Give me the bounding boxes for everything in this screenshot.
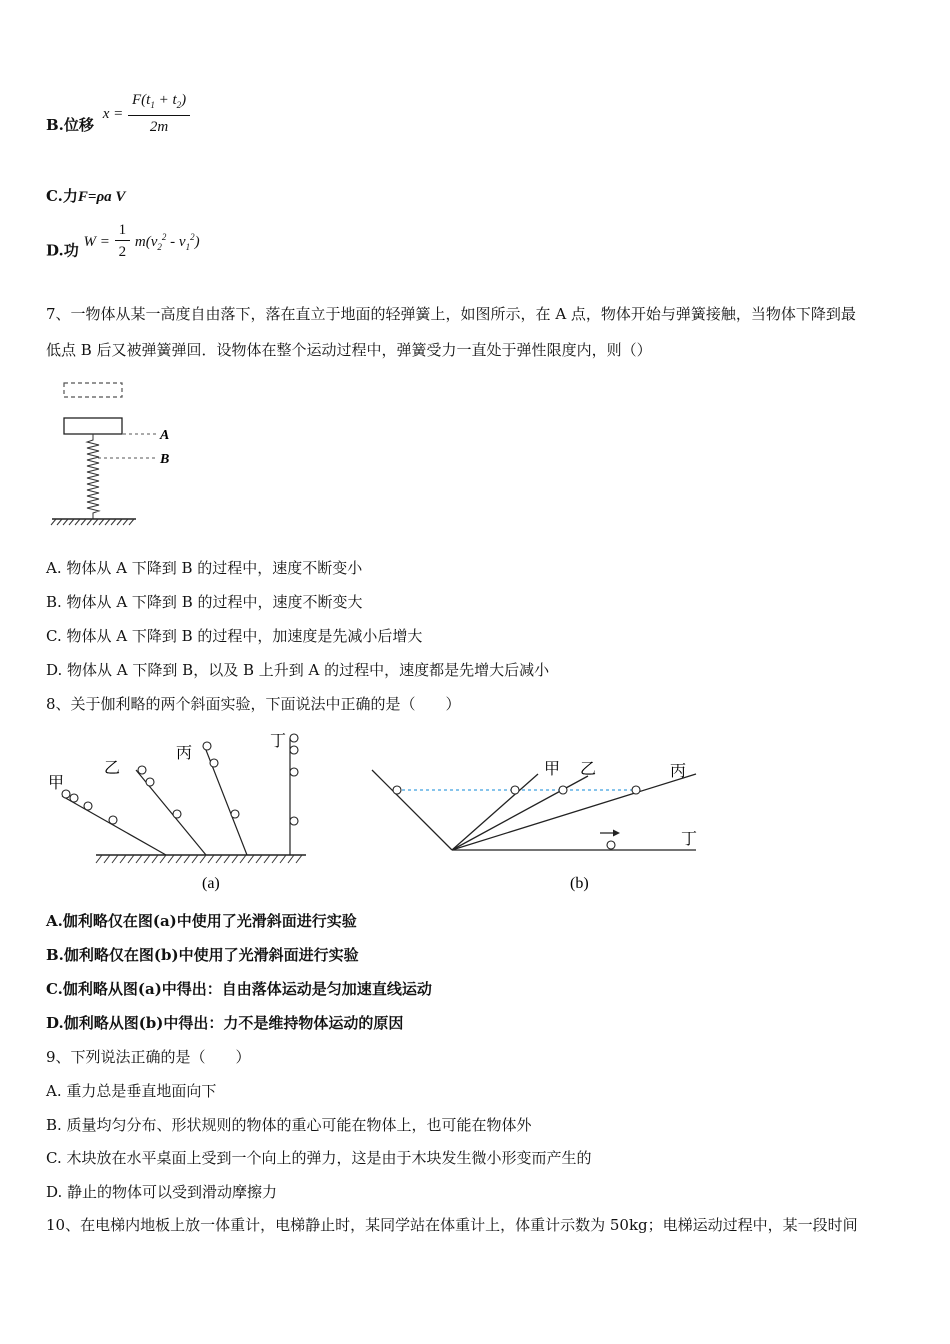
figure-b-label-ding: 丁 xyxy=(681,831,698,848)
q7-option-a: A. 物体从 A 下降到 B 的过程中，速度不断变小 xyxy=(46,559,363,577)
figure-a-label-ding: 丁 xyxy=(270,733,287,750)
spring xyxy=(87,434,99,519)
q7-option-d: D. 物体从 A 下降到 B，以及 B 上升到 A 的过程中，速度都是先增大后减小 xyxy=(46,661,550,679)
q8-figure-a xyxy=(44,726,316,896)
figure-a-label-yi: 乙 xyxy=(104,760,121,777)
q6-option-b-label: B.位移 xyxy=(46,116,94,134)
figure-a-caption: (a) xyxy=(202,875,220,892)
q6-option-c-formula: F=ρa V xyxy=(77,189,126,205)
q9-option-d: D. 静止的物体可以受到滑动摩擦力 xyxy=(46,1183,278,1201)
figure-a-ground-hatch xyxy=(96,855,302,863)
point-b-label: B xyxy=(160,452,170,467)
q10-stem: 10、在电梯内地板上放一体重计，电梯静止时，某同学站在体重计上，体重计示数为 50kg；电梯运动过程中，某一段时间 xyxy=(46,1216,858,1234)
initial-position-box xyxy=(64,383,122,397)
q6-option-c-label: C.力 xyxy=(46,187,78,205)
point-a-label: A xyxy=(160,428,170,443)
ground-hatch xyxy=(51,519,134,525)
figure-b-caption: (b) xyxy=(570,875,589,892)
q6-option-d-label: D.功 xyxy=(46,241,79,260)
figure-b-label-jia: 甲 xyxy=(544,761,561,778)
q8-stem: 8、关于伽利略的两个斜面实验，下面说法中正确的是（ ） xyxy=(46,695,461,713)
figure-b-label-bing: 丙 xyxy=(670,763,687,780)
q8-option-d: D.伽利略从图(b)中得出：力不是维持物体运动的原因 xyxy=(46,1014,404,1032)
q7-stem-line1: 7、一物体从某一高度自由落下，落在直立于地面的轻弹簧上，如图所示，在 A 点，物体开始与弹簧接触，当物体下降到最 xyxy=(46,305,856,323)
figure-b-incline-jia xyxy=(452,774,538,850)
q6-option-b-fraction: $\frac{F(t_1 + t_2)}{2m}$ xyxy=(128,90,190,138)
q6-option-d-expression: $m(v_2^2 - v_1^2)$ xyxy=(134,231,200,252)
figure-b-balls xyxy=(393,786,640,849)
q8-figure-b xyxy=(366,750,706,896)
q6-option-b-formula: x = xyxy=(102,106,124,122)
q6-option-d-formula: W = xyxy=(83,233,110,250)
q7-option-c: C. 物体从 A 下降到 B 的过程中，加速度是先减小后增大 xyxy=(46,627,423,645)
q8-option-c: C.伽利略从图(a)中得出：自由落体运动是匀加速直线运动 xyxy=(46,980,432,998)
figure-a-label-jia: 甲 xyxy=(48,775,65,792)
q6-option-c xyxy=(46,185,125,208)
q6-option-b xyxy=(46,92,190,150)
q9-option-a: A. 重力总是垂直地面向下 xyxy=(46,1082,217,1100)
q6-option-d xyxy=(46,222,200,273)
q7-option-b: B. 物体从 A 下降到 B 的过程中，速度不断变大 xyxy=(46,593,363,611)
q6-option-d-fraction: $\frac{1}{2}$ xyxy=(115,220,131,263)
q7-spring-figure xyxy=(46,378,186,530)
figure-b-arrowhead xyxy=(613,830,620,837)
figure-b-left-incline xyxy=(372,770,452,850)
q9-option-c: C. 木块放在水平桌面上受到一个向上的弹力，这是由于木块发生微小形变而产生的 xyxy=(46,1149,592,1167)
q9-option-b: B. 质量均匀分布、形状规则的物体的重心可能在物体上，也可能在物体外 xyxy=(46,1116,532,1134)
incline-jia xyxy=(62,796,166,855)
q8-option-a: A.伽利略仅在图(a)中使用了光滑斜面进行实验 xyxy=(46,912,357,930)
figure-b-label-yi: 乙 xyxy=(580,761,597,778)
figure-a-label-bing: 丙 xyxy=(176,745,193,762)
q7-stem-line2: 低点 B 后又被弹簧弹回．设物体在整个运动过程中，弹簧受力一直处于弹性限度内，则（） xyxy=(46,341,652,359)
q8-option-b: B.伽利略仅在图(b)中使用了光滑斜面进行实验 xyxy=(46,946,359,964)
figure-b-incline-yi xyxy=(452,776,588,850)
object-block xyxy=(64,418,122,434)
q9-stem: 9、下列说法正确的是（ ） xyxy=(46,1048,251,1066)
figure-b-incline-bing xyxy=(452,774,696,850)
